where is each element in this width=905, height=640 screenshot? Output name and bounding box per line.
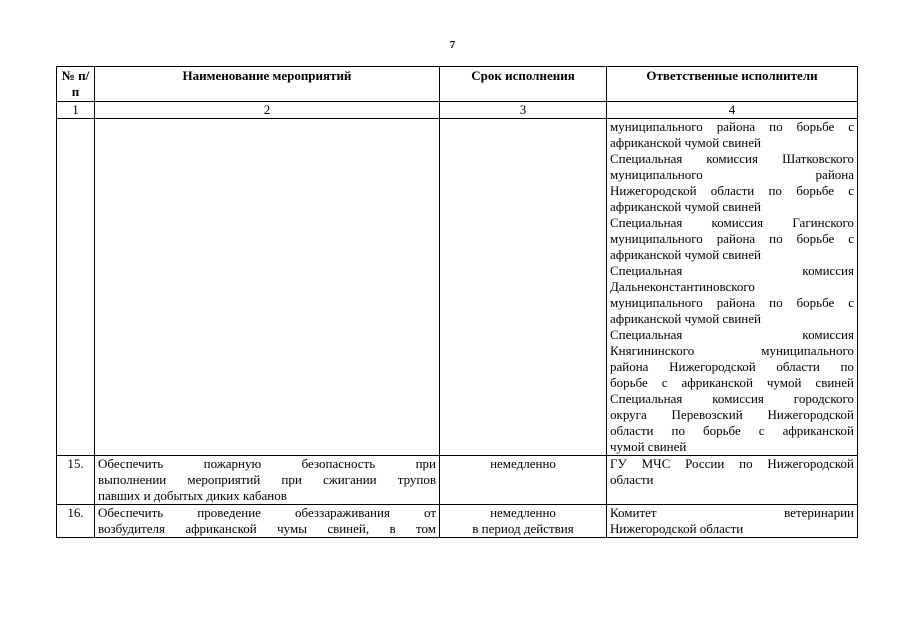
responsible-line: округа Перевозский Нижегородской — [610, 407, 854, 422]
measure-line: Обеспечить пожарную безопасность при — [98, 456, 436, 471]
responsible-line: муниципального района — [610, 167, 854, 182]
term-cell — [440, 505, 607, 538]
responsible-line: Специальная комиссия городского — [610, 391, 854, 406]
measures-table — [56, 66, 858, 538]
table-row-15 — [57, 456, 858, 505]
responsible-line: Специальная комиссия Шатковского — [610, 151, 854, 166]
table-row-continuation — [57, 119, 858, 456]
header-name: Наименование мероприятий — [95, 67, 440, 102]
responsible-line: области — [610, 472, 654, 487]
responsible-line: Специальная комиссия — [610, 327, 854, 342]
responsible-line: Нижегородской области по борьбе с — [610, 183, 854, 198]
responsible-line: ГУ МЧС России по Нижегородской — [610, 456, 854, 471]
responsible-line: муниципального района по борьбе с — [610, 231, 854, 246]
responsible-line: Специальная комиссия — [610, 263, 854, 278]
name-cell — [95, 119, 440, 456]
responsible-line: Нижегородской области — [610, 521, 744, 536]
responsible-line: муниципального района по борьбе с — [610, 119, 854, 134]
responsible-cell — [607, 505, 858, 538]
responsible-line: муниципального района по борьбе с — [610, 295, 854, 310]
term-line: в период действия — [472, 521, 574, 536]
term-line: немедленно — [490, 456, 556, 471]
name-cell — [95, 505, 440, 538]
column-number: 3 — [440, 102, 607, 119]
measure-line: павших и добытых диких кабанов — [98, 488, 287, 503]
measure-line: возбудителя африканской чумы свиней, в том — [98, 521, 436, 536]
responsible-cell — [607, 456, 858, 505]
term-cell — [440, 456, 607, 505]
num-cell — [57, 119, 95, 456]
name-cell — [95, 456, 440, 505]
responsible-cell — [607, 119, 858, 456]
responsible-line: Комитет ветеринарии — [610, 505, 854, 520]
row-number: 16. — [57, 505, 95, 538]
header-row — [57, 67, 858, 102]
row-number: 15. — [57, 456, 95, 505]
column-number-row — [57, 102, 858, 119]
column-number: 2 — [95, 102, 440, 119]
responsible-line: Княгининского муниципального — [610, 343, 854, 358]
term-line: немедленно — [490, 505, 556, 520]
measure-line: Обеспечить проведение обеззараживания от — [98, 505, 436, 520]
header-term: Срок исполнения — [440, 67, 607, 102]
page-number: 7 — [449, 39, 456, 51]
column-number: 4 — [607, 102, 858, 119]
responsible-line: Дальнеконстантиновского — [610, 279, 755, 294]
responsible-line: африканской чумой свиней — [610, 247, 761, 262]
column-number: 1 — [57, 102, 95, 119]
measure-line: выполнении мероприятий при сжигании трупов — [98, 472, 436, 487]
header-num: № п/п — [57, 67, 95, 102]
responsible-line: района Нижегородской области по — [610, 359, 854, 374]
header-responsible: Ответственные исполнители — [607, 67, 858, 102]
responsible-line: области по борьбе с африканской — [610, 423, 854, 438]
table-row-16 — [57, 505, 858, 538]
responsible-line: борьбе с африканской чумой свиней — [610, 375, 854, 390]
term-cell — [440, 119, 607, 456]
responsible-line: африканской чумой свиней — [610, 311, 761, 326]
responsible-line: Специальная комиссия Гагинского — [610, 215, 854, 230]
responsible-line: чумой свиней — [610, 439, 687, 454]
responsible-line: африканской чумой свиней — [610, 199, 761, 214]
responsible-line: африканской чумой свиней — [610, 135, 761, 150]
